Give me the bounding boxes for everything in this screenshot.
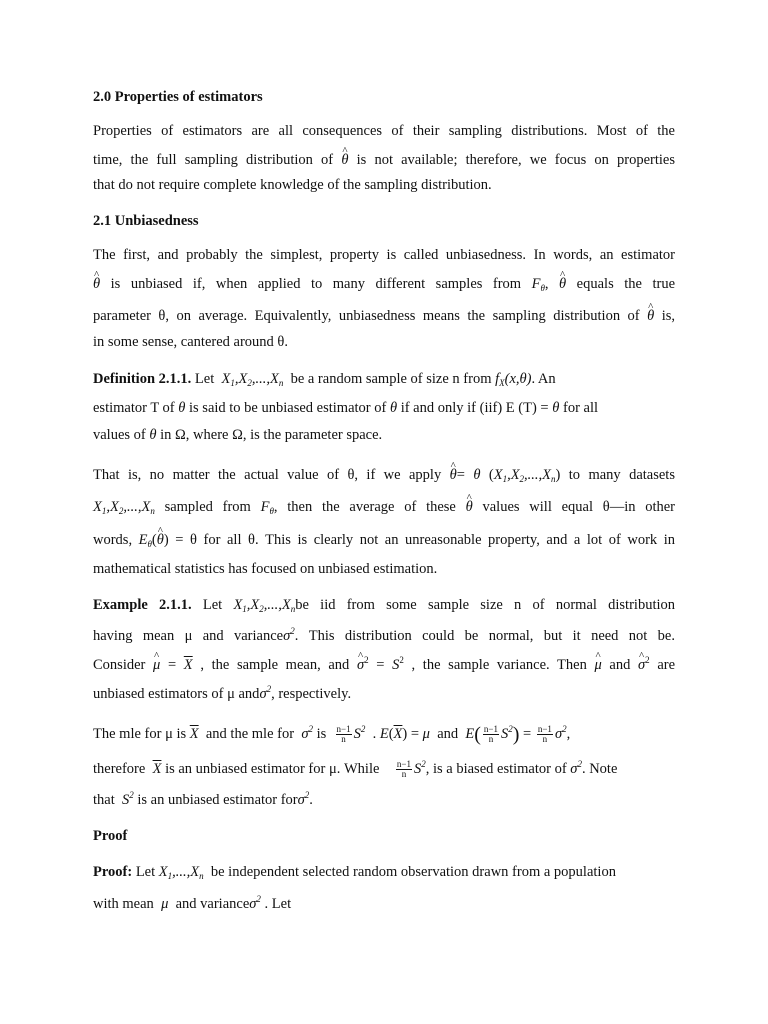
para3-line3: words, $E_\theta(\^{}$ θ) = θ for all θ. This is clearly not an unreasonable property, and a lot of work in	[93, 530, 675, 550]
proof-line1: Proof: Let $X_1,...,X_n$ be independent selected random observation drawn from a population	[93, 864, 616, 881]
para2-line2: ^ θ is unbiased if, when applied to many different samples from $F_\theta$, ^ θ equals the true	[93, 274, 675, 294]
proof-line2: with mean μ and varianceσ$^2$ . Let	[93, 894, 292, 912]
para1-line2: time, the full sampling distribution of ^ θ is not available; therefore, we focus on properties	[93, 150, 675, 170]
mle-line1: The mle for μ is $\overline{X}$ and the mle for $\sigma^2$ is $\frac{n-1}{n}$ $S^2$ . $E(\overline{X}) = \mu$ and E( $\frac{n-1}{n}$ $S^2$) = $\frac{n-1}{n}$ $\sigma^2$,	[93, 723, 571, 746]
example-line2: having mean μ and varianceσ$^2$. This distribution could be normal, but it need not be.	[93, 626, 675, 644]
para2-line1: The first, and probably the simplest, property is called unbiasedness. In words, an estimator	[93, 247, 675, 263]
theta-hat: ^ θ	[341, 150, 348, 170]
para1-line3: that do not require complete knowledge of the sampling distribution.	[93, 177, 492, 193]
example-line1: Example 2.1.1. Let $X_1,X_2,...,X_nbe$ iid from some sample size n of normal distribution	[93, 597, 676, 614]
proof-label: Proof:	[93, 864, 133, 880]
subsection-heading: 2.1 Unbiasedness	[93, 213, 199, 229]
definition-label: Definition 2.1.1.	[93, 371, 192, 387]
definition-line2: estimator T of θ is said to be unbiased estimator of θ if and only if (iif) E (T) = θ for all	[93, 400, 599, 416]
definition-line3: values of θ in Ω, where Ω, is the parameter space.	[93, 427, 383, 443]
para2-line4: in some sense, cantered around θ.	[93, 334, 288, 350]
section-heading: 2.0 Properties of estimators	[93, 89, 263, 105]
para1-line1: Properties of estimators are all consequences of their sampling distributions. Most of the	[93, 123, 675, 139]
definition-line1: Definition 2.1.1. Let $X_1,X_2,...,X_n$ be a random sample of size n from $f_X(x,\theta)$. An	[93, 371, 556, 388]
para3-line2: $X_1,X_2,...,X_n$ sampled from $F_\theta$, then the average of these ^ θ values will equal θ—in other	[93, 497, 675, 517]
para2-line3: parameter θ, on average. Equivalently, unbiasedness means the sampling distribution of ^ θ is,	[93, 306, 675, 326]
example-label: Example 2.1.1.	[93, 597, 192, 613]
proof-heading: Proof	[93, 828, 128, 844]
example-line4: unbiased estimators of μ andσ$^2$, respectively.	[93, 684, 352, 702]
para3-line4: mathematical statistics has focused on unbiased estimation.	[93, 561, 438, 577]
para3-line1: That is, no matter the actual value of θ, if we apply ^ θ= θ $(X_1,X_2,...,X_n)$ to many datasets	[93, 465, 675, 485]
example-line3: Consider ^ $\mu = \overline{X}$ , the sample mean, and ^ $\sigma^2 = S^2$ , the sample variance. Then ^ μ and ^ $\sigma^2$ are	[93, 655, 675, 675]
mle-line3: that $S^2$ is an unbiased estimator forσ$^2$.	[93, 790, 313, 808]
mle-line2: therefore $\overline{X}$ is an unbiased estimator for μ. While $\frac{n-1}{n}$ $S^2$, is a biased estimator of $\sigma^2$. Note	[93, 759, 618, 780]
